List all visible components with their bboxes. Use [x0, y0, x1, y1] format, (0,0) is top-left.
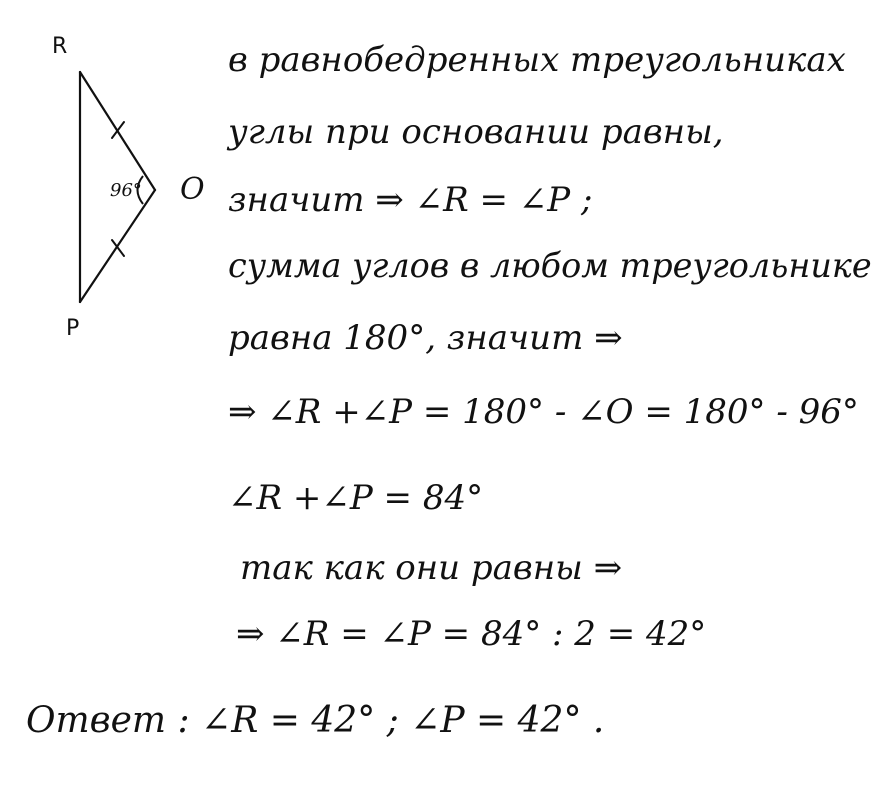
vertex-label-p: P [66, 316, 80, 341]
tick-mark-op [112, 240, 124, 256]
solution-line-3: значит ⇒ ∠R = ∠P ; [228, 180, 593, 220]
solution-line-6: ⇒ ∠R +∠P = 180° - ∠O = 180° - 96° [228, 392, 859, 432]
solution-line-9: ⇒ ∠R = ∠P = 84° : 2 = 42° [236, 614, 707, 654]
solution-line-8: так как они равны ⇒ [240, 548, 623, 588]
vertex-label-o: O [180, 172, 205, 207]
vertex-label-r: R [52, 34, 68, 59]
solution-line-1: в равнобедренных треугольниках [228, 40, 846, 80]
solution-line-4: сумма углов в любом треугольнике [228, 246, 872, 286]
solution-line-7: ∠R +∠P = 84° [228, 478, 484, 518]
solution-line-2: углы при основании равны, [228, 112, 724, 152]
solution-line-5: равна 180°, значит ⇒ [228, 318, 623, 358]
answer-line: Ответ : ∠R = 42° ; ∠P = 42° . [26, 700, 605, 741]
angle-label-o: 96° [110, 180, 142, 201]
